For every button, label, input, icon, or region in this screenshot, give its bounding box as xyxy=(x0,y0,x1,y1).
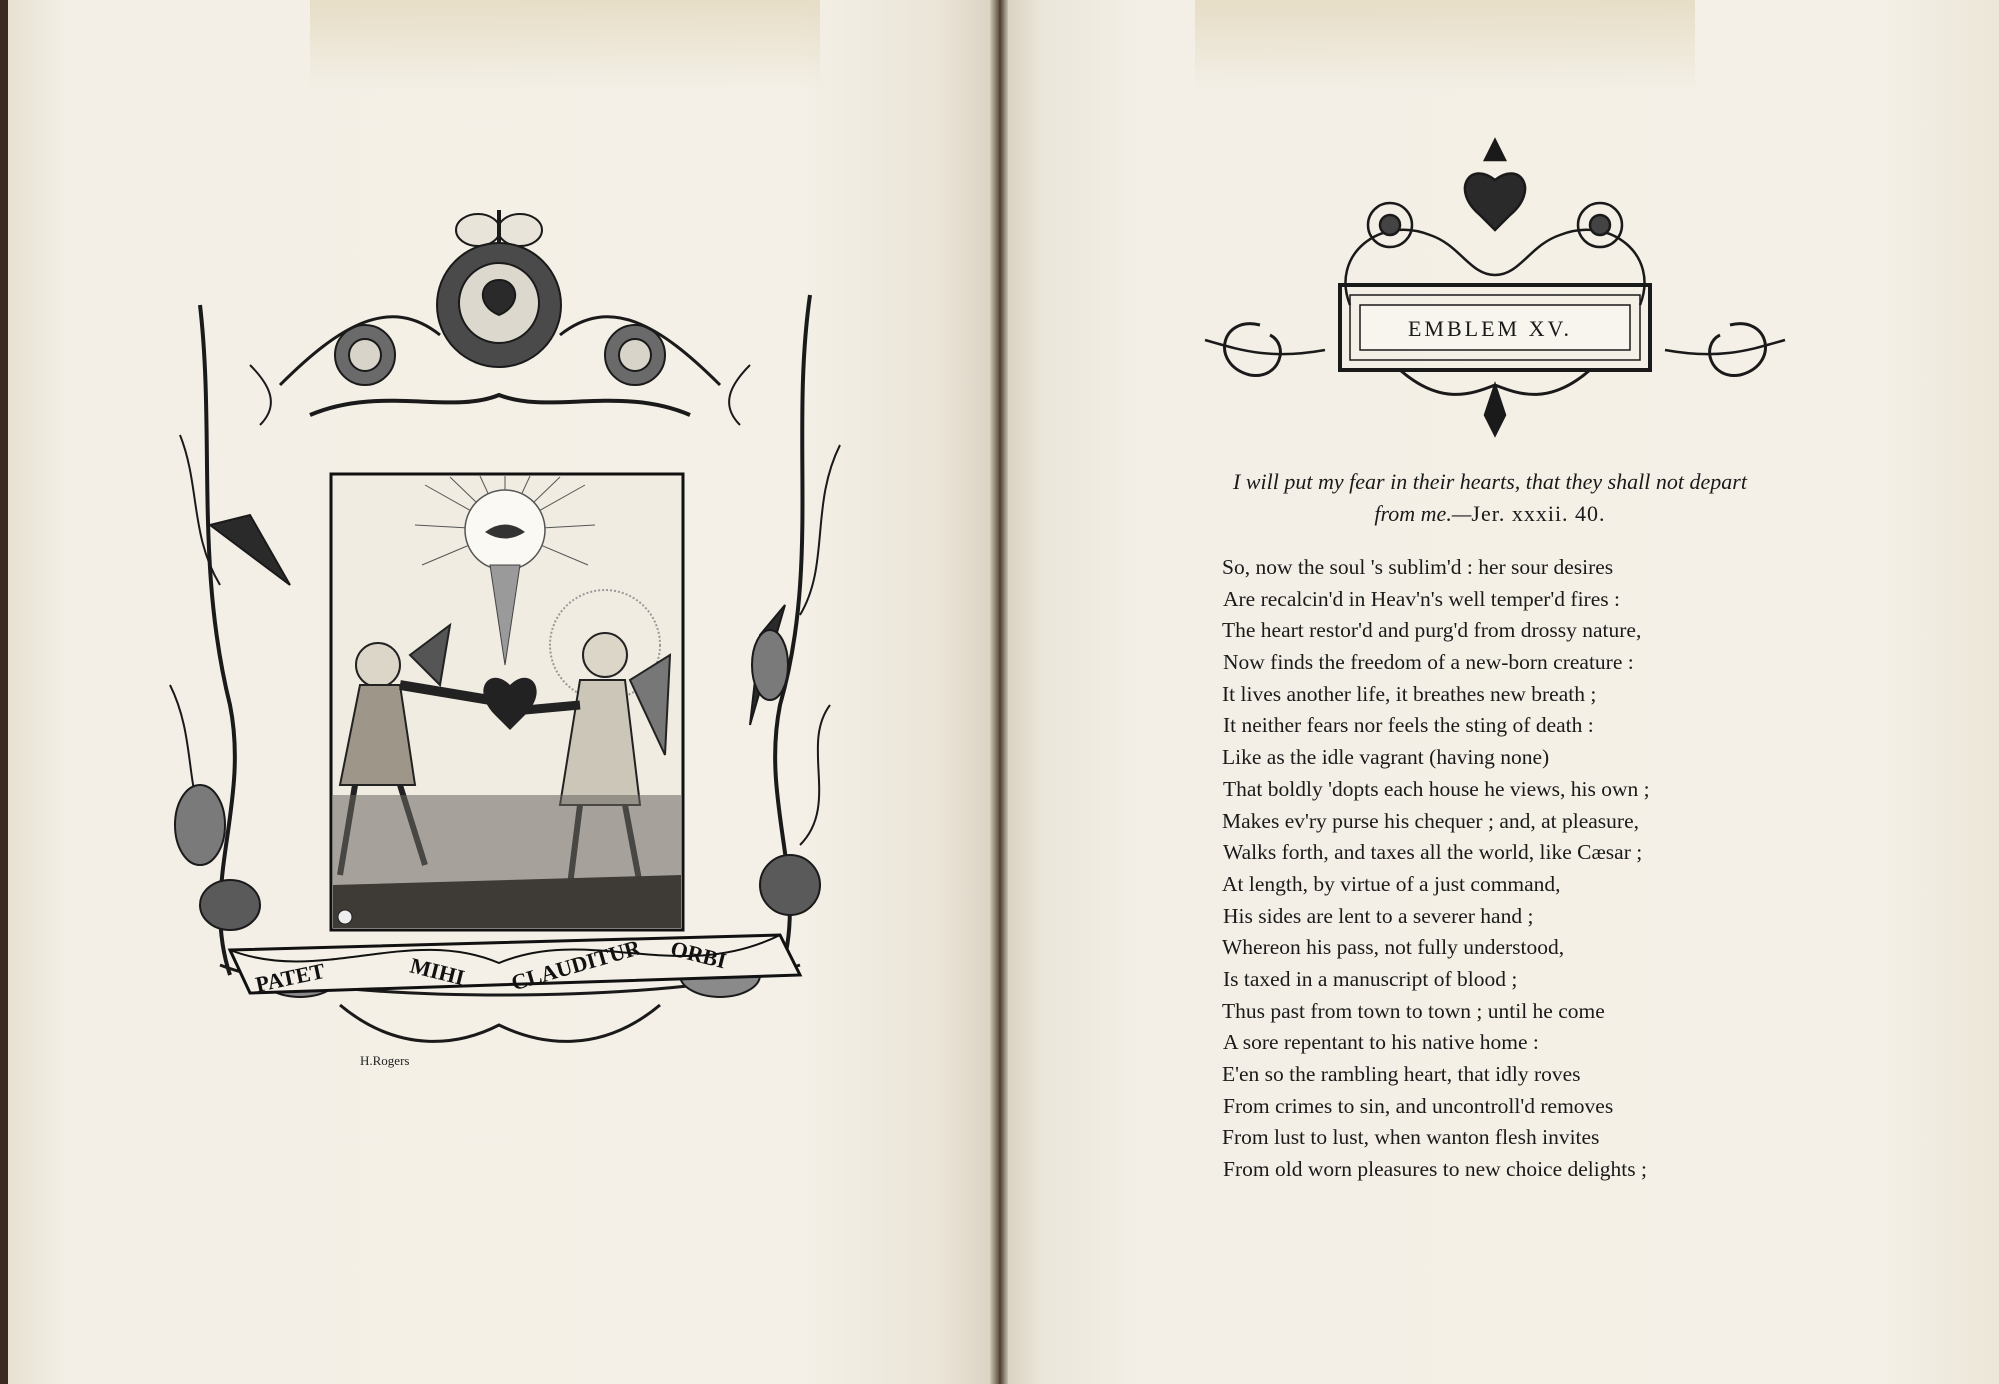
poem-text xyxy=(1222,552,1842,1186)
right-page-tape-stain xyxy=(1195,0,1695,90)
poem-line: Thus past from town to town ; until he come xyxy=(1222,998,1605,1023)
artist-signature: H.Rogers xyxy=(360,1053,410,1068)
poem-line: E'en so the rambling heart, that idly roves xyxy=(1222,1062,1581,1086)
poem-line: At length, by virtue of a just command, xyxy=(1222,871,1561,896)
engraving-panel xyxy=(331,474,683,930)
poem-line: Whereon his pass, not fully understood, xyxy=(1222,935,1565,960)
poem-line: That boldly 'dopts each house he views, his own ; xyxy=(1223,776,1650,801)
epigraph-line-1: I will put my fear in their hearts, that they shall not depart xyxy=(1233,469,1747,494)
poem-line: Now finds the freedom of a new-born creature : xyxy=(1223,650,1634,675)
epigraph-line-2-text: from me.— xyxy=(1374,501,1472,526)
epigraph-reference: Jer. xxxii. 40. xyxy=(1471,501,1606,526)
book-gutter xyxy=(990,0,1008,1384)
poem-line: Makes ev'ry purse his chequer ; and, at pleasure, xyxy=(1222,808,1640,833)
poem-line: It neither fears nor feels the sting of death : xyxy=(1223,713,1594,738)
poem-line: From lust to lust, when wanton flesh invites xyxy=(1222,1125,1600,1150)
poem-line: His sides are lent to a severer hand ; xyxy=(1223,903,1534,928)
banner-word-2: MIHI xyxy=(407,952,468,991)
epigraph-line-2 xyxy=(1150,498,1830,530)
epigraph xyxy=(1150,466,1830,530)
banner-word-1: PATET xyxy=(253,957,328,997)
emblem-header-ornament xyxy=(1200,135,1790,445)
ornament-heart-icon xyxy=(1465,173,1525,230)
poem-line: The heart restor'd and purg'd from drossy nature, xyxy=(1222,618,1642,643)
poem-line: Walks forth, and taxes all the world, like Cæsar ; xyxy=(1223,840,1643,865)
poem-line: From crimes to sin, and uncontroll'd removes xyxy=(1223,1093,1614,1118)
poem-line: So, now the soul 's sublim'd : her sour desires xyxy=(1222,555,1614,579)
poem-line: It lives another life, it breathes new breath ; xyxy=(1222,681,1597,706)
left-page-tape-stain xyxy=(310,0,820,90)
emblem-title: EMBLEM XV. xyxy=(1407,316,1573,341)
banner-word-3: CLAUDITUR xyxy=(508,934,644,996)
emblem-illustration xyxy=(160,185,860,1105)
poem-line: A sore repentant to his native home : xyxy=(1223,1030,1539,1055)
poem-line: Are recalcin'd in Heav'n's well temper'd fires : xyxy=(1223,586,1620,611)
poem-line: Like as the idle vagrant (having none) xyxy=(1222,745,1550,770)
banner-word-4: ORBI xyxy=(668,935,729,974)
poem-line: Is taxed in a manuscript of blood ; xyxy=(1223,966,1518,991)
poem-line: From old worn pleasures to new choice delights ; xyxy=(1223,1157,1647,1182)
